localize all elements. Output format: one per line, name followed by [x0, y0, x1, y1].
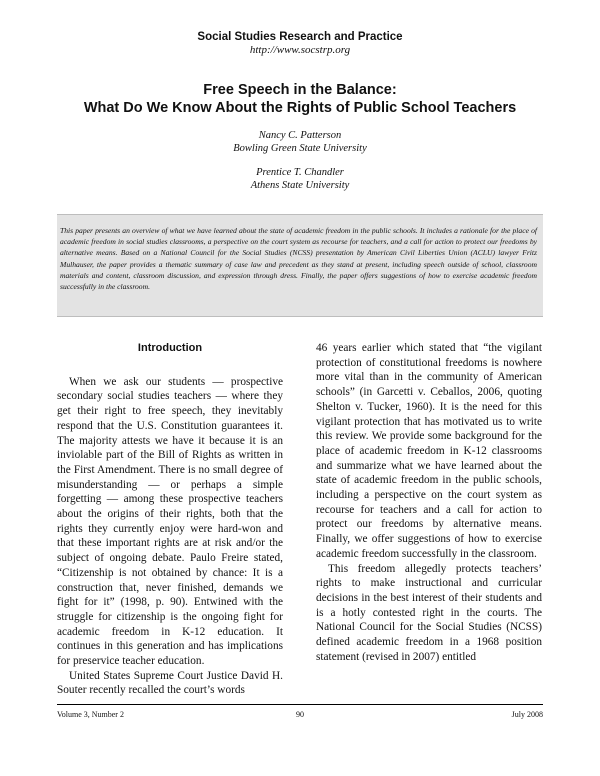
abstract-text: This paper presents an overview of what we have learned about the state of academic freedom in the public schools. It includes a rationale for the place of academic freedom in social studies classrooms, a perspective on the court system as recourse for teachers, and a call for action to protect our freedoms by alternative means. Based on a National Council for the Social Studies (NCSS) presentation by American Civil Liberties Union (ACLU) lawyer Fritz Mulhauser, the paper provides a thematic summary of case law and precedent as they stand at present, including speech outside of school, classroom materials and content, classroom discussion, and expression through dress. Finally, the paper offers suggestions of how to exercise academic freedom successfully in the classroom.	[60, 226, 537, 292]
paper-title	[40, 81, 560, 117]
body-paragraph: When we ask our students — prospective secondary social studies teachers — where they get their right to free speech, they inevitably respond that the U.S. Constitution guarantees it. The majority attests we have it because it is an inviolable part of the Bill of Rights as written in the First Amendment. There is no small degree of misunderstanding — or perhaps a simple forgetting — among these prospective teachers about the origins of their rights, both that the rights they currently enjoy were hard-won and that these important rights are at risk and/or the subject of ongoing debate. Paulo Freire stated, “Citizenship is not obtained by chance: It is a construction that, never finished, demands we fight for it” (1998, p. 90). Entwined with the struggle for citizenship is the ongoing fight for academic freedom in K-12 education. It continues in this generation and has implications for preservice teacher education.	[57, 375, 283, 668]
author-name: Nancy C. Patterson	[258, 130, 342, 141]
body-column-left	[57, 341, 283, 698]
section-heading-introduction: Introduction	[137, 342, 203, 354]
body-paragraph: United States Supreme Court Justice David H. Souter recently recalled the court’s words	[57, 669, 283, 697]
journal-header	[0, 31, 600, 56]
body-column-right	[316, 341, 542, 664]
journal-url[interactable]: http://www.socstrp.org	[249, 44, 351, 56]
footer-divider	[57, 704, 543, 705]
footer-date: July 2008	[511, 710, 543, 719]
author-affiliation: Athens State University	[250, 180, 350, 191]
journal-name: Social Studies Research and Practice	[197, 31, 403, 43]
footer-volume: Volume 3, Number 2	[57, 710, 124, 719]
footer-page-number: 90	[296, 710, 304, 719]
author-name: Prentice T. Chandler	[256, 167, 344, 178]
body-paragraph: This freedom allegedly protects teachers’ rights to make instructional and curricular decisions in the best interest of their students and is a hotly contested right in the courts. The National Council for the Social Studies (NCSS) defined academic freedom in a 1968 position statement (revised in 2007) entitled	[316, 562, 542, 663]
author-1	[0, 129, 600, 155]
title-line-1: Free Speech in the Balance:	[203, 82, 397, 98]
body-paragraph: 46 years earlier which stated that “the vigilant protection of constitutional freedoms is nowhere more vital than in the community of American schools” (in Garcetti v. Ceballos, 2006, quoting Shelton v. Tucker, 1960). It is the need for this vigilant protection that has motivated us to write this review. We provide some background for the place of academic freedom in K-12 classrooms and summarize what we have learned about the state of academic freedom in the public schools, including a perspective on the court system as recourse for teachers and a call for action to protect our freedoms by alternative means. Finally, we offer suggestions of how to exercise academic freedom successfully in the classroom.	[316, 342, 542, 560]
abstract-box	[57, 214, 543, 317]
author-2	[0, 166, 600, 192]
author-block	[0, 129, 600, 192]
author-affiliation: Bowling Green State University	[233, 143, 367, 154]
title-line-2: What Do We Know About the Rights of Public School Teachers	[83, 100, 517, 116]
